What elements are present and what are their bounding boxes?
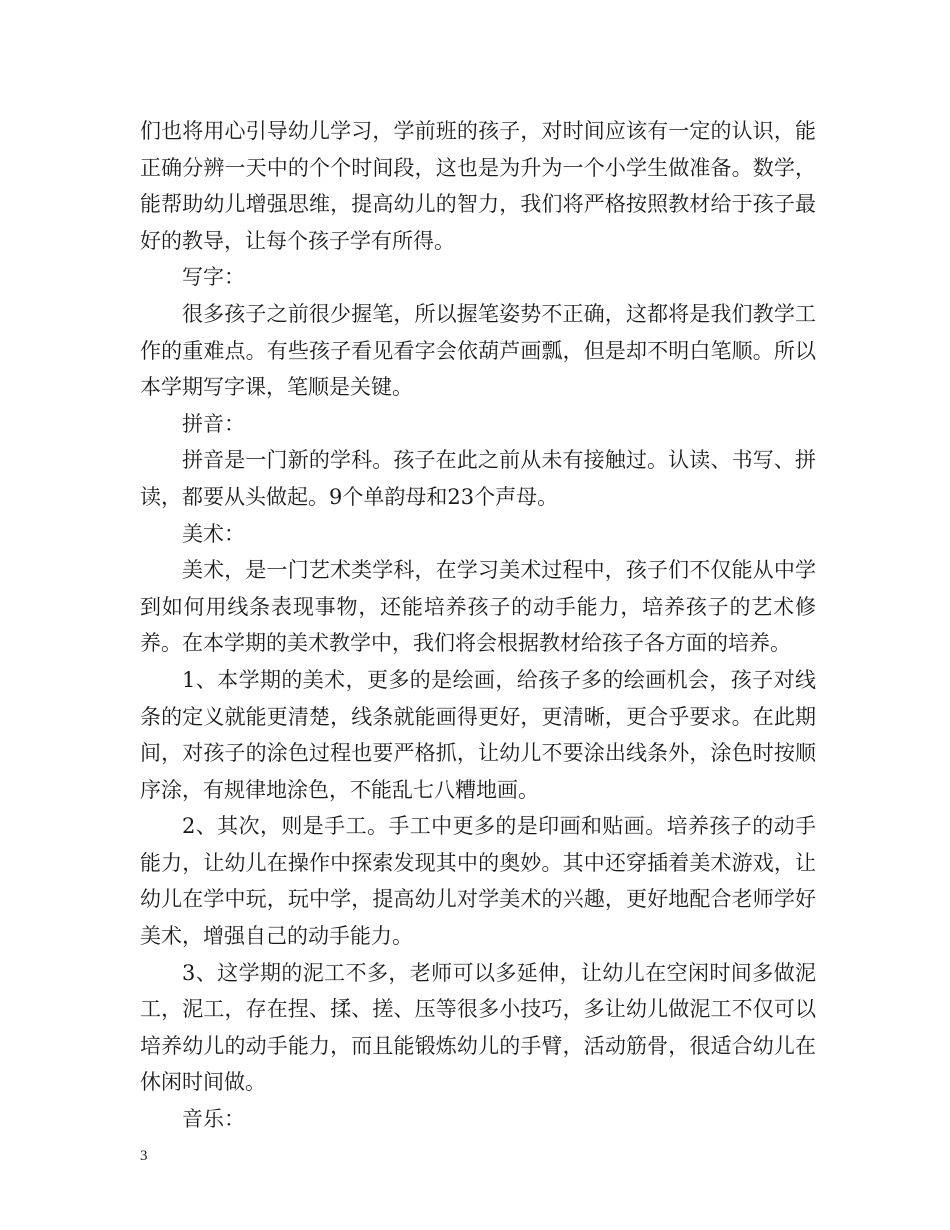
paragraph-art-item-3: 3、这学期的泥工不多，老师可以多延伸，让幼儿在空闲时间多做泥工，泥工，存在捏、揉、搓、压等很多小技巧，多让幼儿做泥工不仅可以培养幼儿的动手能力，而且能锻炼幼儿的手臂，活动筋骨，很适合幼儿在休闲时间做。 — [140, 960, 816, 1095]
paragraph-art-intro: 美术，是一门艺术类学科，在学习美术过程中，孩子们不仅能从中学到如何用线条表现事物，还能培养孩子的动手能力，培养孩子的艺术修养。在本学期的美术教学中，我们将会根据教材给孩子各方面的培养。 — [140, 558, 816, 656]
page-number: 3 — [140, 1148, 148, 1164]
heading-art: 美术： — [182, 521, 245, 546]
paragraph-pinyin: 拼音是一门新的学科。孩子在此之前从未有接触过。认读、书写、拼读，都要从头做起。9个单韵母和23个声母。 — [140, 448, 816, 509]
heading-writing: 写字： — [182, 265, 245, 290]
paragraph-continuation: 们也将用心引导幼儿学习，学前班的孩子，对时间应该有一定的认识，能正确分辨一天中的个个时间段，这也是为升为一个小学生做准备。数学，能帮助幼儿增强思维，提高幼儿的智力，我们将严格按照教材给于孩子最好的教导，让每个孩子学有所得。 — [140, 119, 816, 253]
document-body — [140, 113, 816, 1138]
paragraph-art-item-1: 1、本学期的美术，更多的是绘画，给孩子多的绘画机会，孩子对线条的定义就能更清楚，线条就能画得更好，更清晰，更合乎要求。在此期间，对孩子的涂色过程也要严格抓，让幼儿不要涂出线条外，涂色时按顺序涂，有规律地涂色，不能乱七八糟地画。 — [140, 667, 816, 802]
paragraph-art-item-2: 2、其次，则是手工。手工中更多的是印画和贴画。培养孩子的动手能力，让幼儿在操作中探索发现其中的奥妙。其中还穿插着美术游戏，让幼儿在学中玩，玩中学，提高幼儿对学美术的兴趣，更好地配合老师学好美术，增强自己的动手能力。 — [140, 814, 816, 949]
paragraph-writing: 很多孩子之前很少握笔，所以握笔姿势不正确，这都将是我们教学工作的重难点。有些孩子看见看字会依葫芦画瓢，但是却不明白笔顺。所以本学期写字课，笔顺是关键。 — [140, 301, 816, 400]
heading-pinyin: 拼音： — [182, 411, 245, 436]
heading-music: 音乐： — [182, 1107, 245, 1132]
